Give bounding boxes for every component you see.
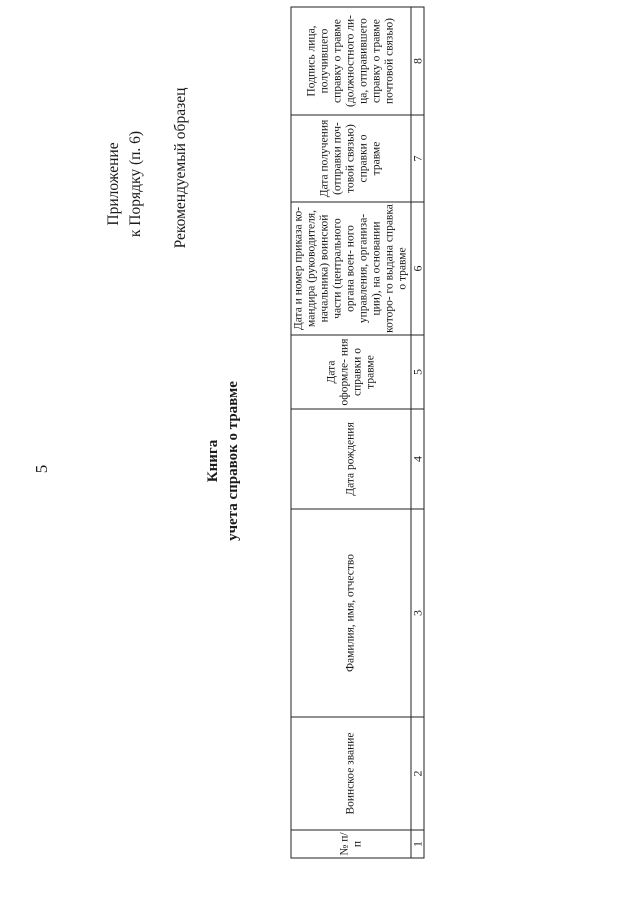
appendix-note: [103, 84, 151, 284]
book-title-line-2: учета справок о травме: [225, 381, 241, 541]
appendix-line-2: к Порядку (п. 6): [127, 130, 144, 238]
header-signature: Подпись лица, получившего справку о травме (должностного ли- ца, отправившего справку о травме почтовой связью): [291, 7, 411, 115]
table-column-numbers-row: [411, 7, 424, 858]
header-order-date-number: Дата и номер приказа ко- мандира (руководителя, начальника) воинской части (центрального органа воен- ного управления, организа- ции), на основании которо- го выдана справка о травме: [291, 202, 411, 335]
header-military-rank: Воинское звание: [291, 717, 411, 830]
table-header-row: [291, 7, 411, 858]
column-number: 8: [411, 7, 424, 115]
page-number: 5: [32, 464, 51, 474]
column-number: 1: [411, 830, 424, 858]
header-certificate-date: Дата оформле- ния справки о травме: [291, 335, 411, 409]
book-title-line-1: Книга: [205, 439, 221, 483]
header-birth-date: Дата рождения: [291, 409, 411, 509]
header-full-name: Фамилия, имя, отчество: [291, 509, 411, 717]
injury-certificates-table: [291, 15, 425, 859]
appendix-line-1: Приложение: [105, 142, 122, 226]
column-number: 7: [411, 115, 424, 202]
column-number: 5: [411, 335, 424, 409]
header-number: № п/п: [291, 830, 411, 858]
column-number: 2: [411, 717, 424, 830]
recommended-sample-label: Рекомендуемый образец: [172, 87, 189, 249]
column-number: 4: [411, 409, 424, 509]
column-number: 6: [411, 202, 424, 335]
header-receipt-date: Дата получения (отправки поч- товой связью) справки о травме: [291, 115, 411, 202]
column-number: 3: [411, 509, 424, 717]
book-title: [203, 311, 245, 611]
